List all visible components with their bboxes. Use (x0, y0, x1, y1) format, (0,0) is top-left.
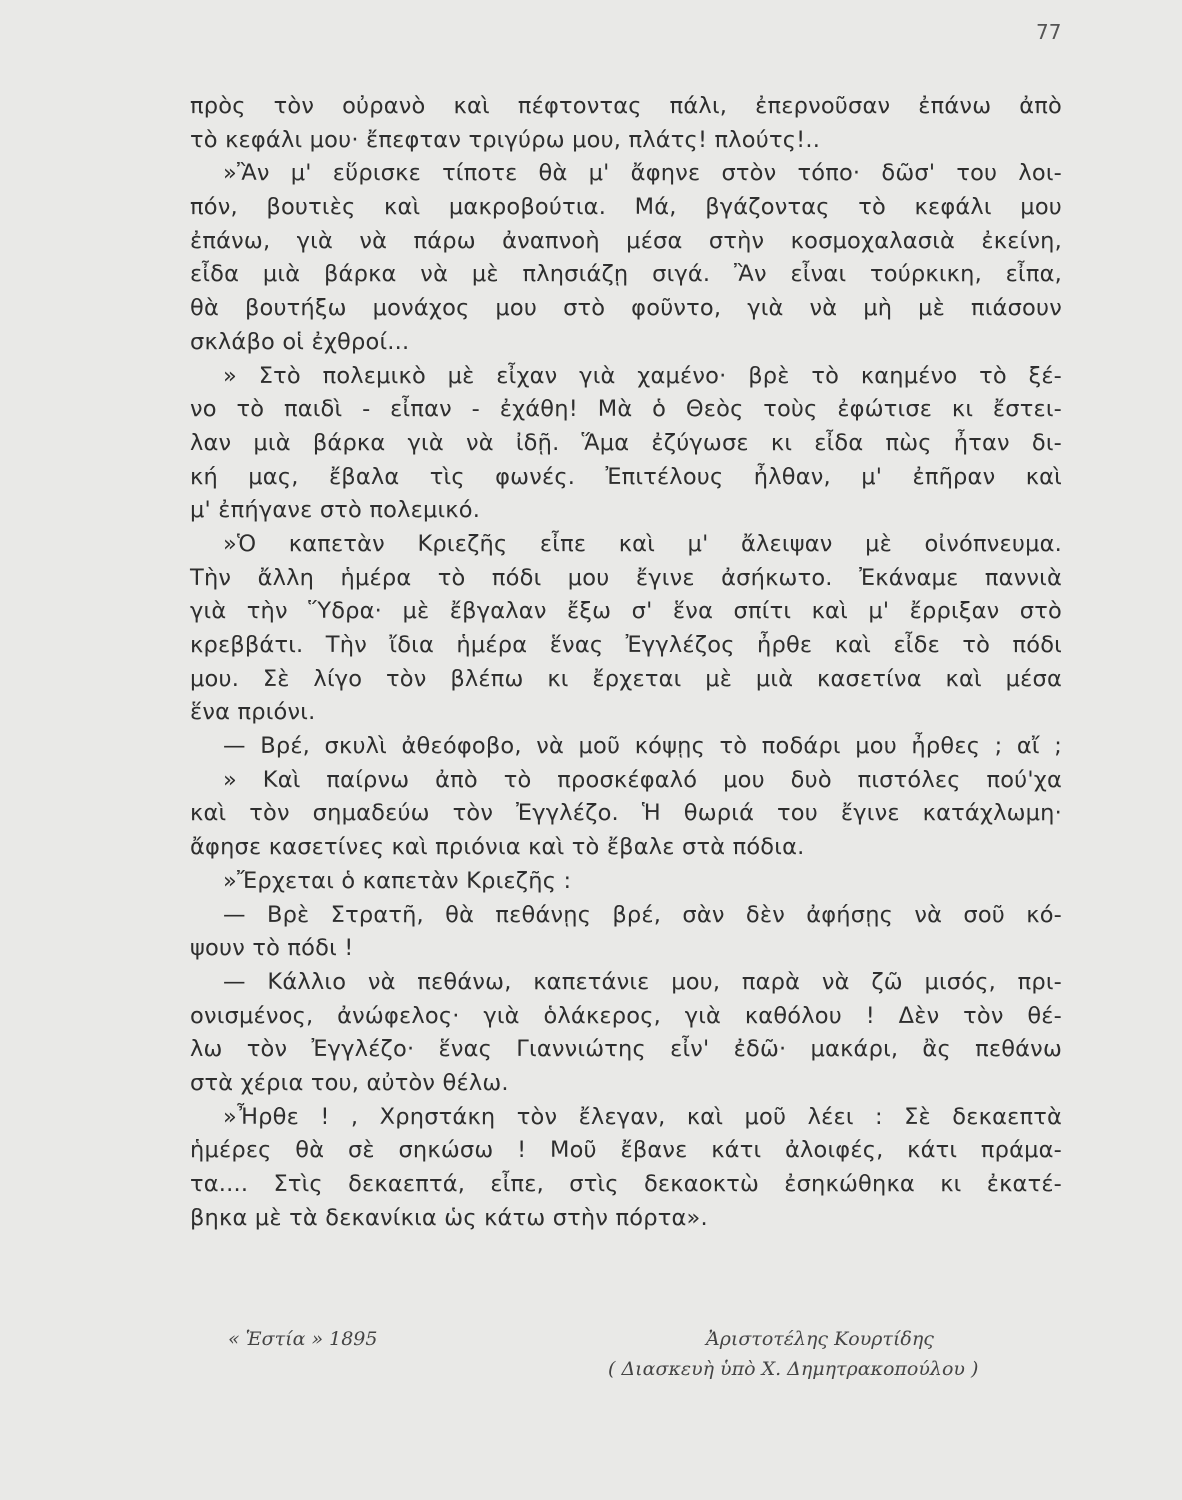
text-line: σκλάβο οἱ ἐχθροί... (190, 328, 410, 355)
text-line: μου. Σὲ λίγο τὸν βλέπω κι ἔρχεται μὲ μιὰ κασετίνα καὶ μέσα (190, 665, 1062, 692)
text-line: »Ἦρθε ! , Χρηστάκη τὸν ἔλεγαν, καὶ μοῦ λέει : Σὲ δεκαεπτὰ (223, 1103, 1062, 1130)
text-line: »Ἔρχεται ὁ καπετὰν Κριεζῆς : (223, 867, 572, 894)
adaptation-credit: ( Διασκευὴ ὑπὸ Χ. Δημητρακοπούλου ) (608, 1358, 979, 1380)
text-line: πόν, βουτιὲς καὶ μακροβούτια. Μά, βγάζοντας τὸ κεφάλι μου (190, 194, 1062, 221)
page-number: 77 (1036, 20, 1062, 44)
text-line: — Κάλλιο νὰ πεθάνω, καπετάνιε μου, παρὰ νὰ ζῶ μισός, πρι- (223, 968, 1062, 995)
text-line: στὰ χέρια του, αὐτὸν θέλω. (190, 1069, 509, 1096)
text-line: ἡμέρες θὰ σὲ σηκώσω ! Μοῦ ἔβανε κάτι ἀλοιφές, κάτι πράμα- (190, 1137, 1062, 1164)
text-line: »Ὁ καπετὰν Κριεζῆς εἶπε καὶ μ' ἄλειψαν μὲ οἰνόπνευμα. (223, 530, 1062, 557)
text-line: εἶδα μιὰ βάρκα νὰ μὲ πλησιάζῃ σιγά. Ἂν εἶναι τούρκικη, εἶπα, (190, 261, 1062, 288)
source-citation: « Ἑστία » 1895 (228, 1328, 378, 1350)
text-line: λαν μιὰ βάρκα γιὰ νὰ ἰδῇ. Ἅμα ἐζύγωσε κι εἶδα πὼς ἦταν δι- (190, 429, 1062, 456)
text-line: »Ἂν μ' εὕρισκε τίποτε θὰ μ' ἄφηνε στὸν τόπο· δῶσ' του λοι- (223, 160, 1062, 187)
text-line: θὰ βουτήξω μονάχος μου στὸ φοῦντο, γιὰ νὰ μὴ μὲ πιάσουν (190, 295, 1062, 322)
text-line: γιὰ τὴν Ὕδρα· μὲ ἔβγαλαν ἔξω σ' ἕνα σπίτι καὶ μ' ἔρριξαν στὸ (190, 598, 1062, 625)
text-line: ονισμένος, ἀνώφελος· γιὰ ὁλάκερος, γιὰ καθόλου ! Δὲν τὸν θέ- (190, 1002, 1062, 1029)
text-line: — Βρὲ Στρατῆ, θὰ πεθάνῃς βρέ, σὰν δὲν ἀφήσῃς νὰ σοῦ κό- (223, 901, 1062, 928)
text-line: ἕνα πριόνι. (190, 699, 316, 726)
text-line: καὶ τὸν σημαδεύω τὸν Ἐγγλέζο. Ἡ θωριά του ἔγινε κατάχλωμη· (190, 800, 1062, 827)
text-line: κή μας, ἔβαλα τὶς φωνές. Ἐπιτέλους ἦλθαν, μ' ἐπῆραν καὶ (190, 463, 1062, 490)
text-line: κρεββάτι. Τὴν ἴδια ἡμέρα ἕνας Ἐγγλέζος ἦρθε καὶ εἶδε τὸ πόδι (190, 632, 1062, 658)
body-text (190, 90, 1062, 1235)
text-line: βηκα μὲ τὰ δεκανίκια ὡς κάτω στὴν πόρτα». (190, 1204, 708, 1231)
text-line: ἄφησε κασετίνες καὶ πριόνια καὶ τὸ ἔβαλε στὰ πόδια. (190, 834, 805, 861)
text-line: μ' ἐπήγανε στὸ πολεμικό. (190, 497, 481, 524)
text-line: νο τὸ παιδὶ - εἶπαν - ἐχάθη! Μὰ ὁ Θεὸς τοὺς ἐφώτισε κι ἔστει- (190, 396, 1062, 423)
text-line: ἐπάνω, γιὰ νὰ πάρω ἀναπνοὴ μέσα στὴν κοσμοχαλασιὰ ἐκείνη, (190, 227, 1062, 254)
text-line: — Βρέ, σκυλὶ ἀθεόφοβο, νὰ μοῦ κόψῃς τὸ ποδάρι μου ἦρθες ; αἴ ; (223, 733, 1062, 760)
text-line: Τὴν ἄλλη ἡμέρα τὸ πόδι μου ἔγινε ἀσήκωτο. Ἐκάναμε παννιὰ (190, 564, 1062, 591)
text-line: » Καὶ παίρνω ἀπὸ τὸ προσκέφαλό μου δυὸ πιστόλες πού'χα (223, 766, 1062, 793)
text-line: πρὸς τὸν οὐρανὸ καὶ πέφτοντας πάλι, ἐπερνοῦσαν ἐπάνω ἀπὸ (190, 93, 1062, 119)
author-name: Ἀριστοτέλης Κουρτίδης (706, 1328, 934, 1350)
text-line: τὸ κεφάλι μου· ἔπεφταν τριγύρω μου, πλάτς! πλούτς!.. (190, 126, 821, 153)
text-line: » Στὸ πολεμικὸ μὲ εἶχαν γιὰ χαμένο· βρὲ τὸ καημένο τὸ ξέ- (223, 362, 1062, 389)
text-line: ψουν τὸ πόδι ! (190, 935, 354, 962)
text-line: λω τὸν Ἐγγλέζο· ἕνας Γιαννιώτης εἶν' ἐδῶ· μακάρι, ἂς πεθάνω (190, 1036, 1062, 1063)
text-line: τα.... Στὶς δεκαεπτά, εἶπε, στὶς δεκαοκτὼ ἐσηκώθηκα κι ἐκατέ- (190, 1171, 1062, 1197)
